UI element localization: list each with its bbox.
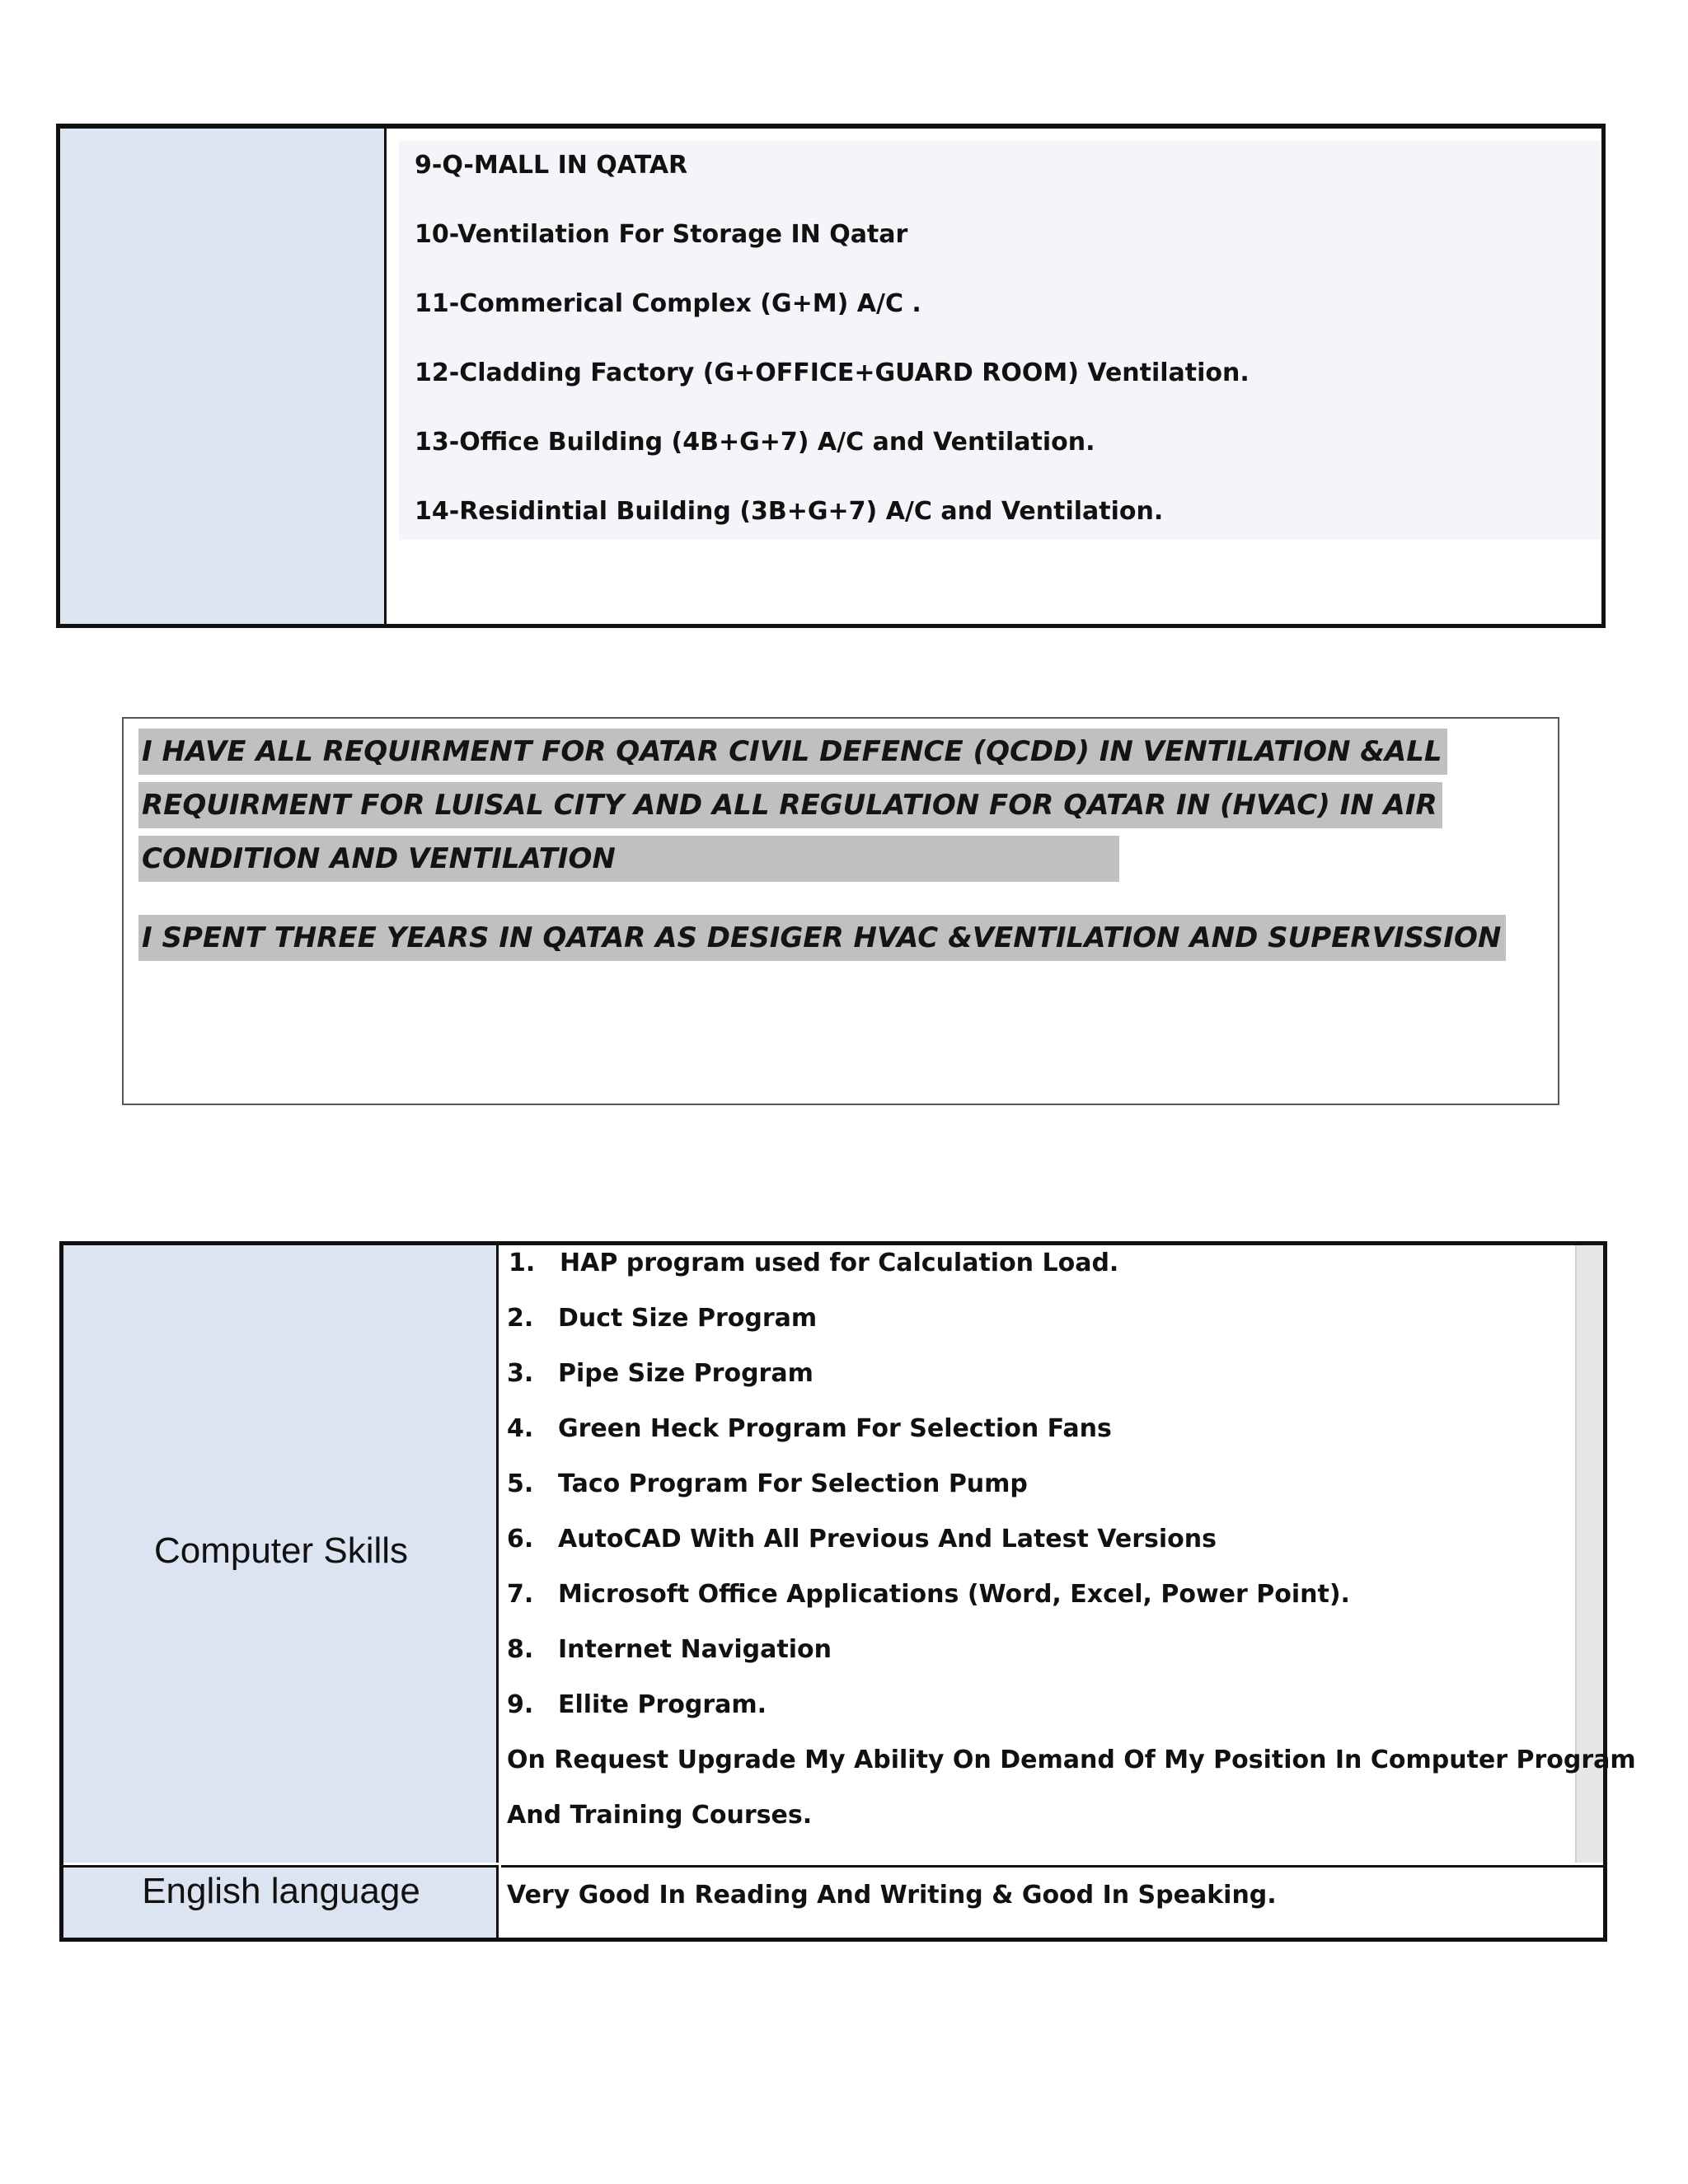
english-language-heading: English language	[142, 1871, 420, 1911]
skill-item	[507, 1633, 832, 1666]
project-item: 9-Q-MALL IN QATAR	[415, 151, 688, 180]
skill-number: 9.	[507, 1690, 534, 1719]
project-item: 11-Commerical Complex (G+M) A/C .	[415, 289, 921, 318]
skill-text: HAP program used for Calculation Load.	[560, 1249, 1119, 1277]
skill-text: Pipe Size Program	[558, 1359, 814, 1388]
computer-skills-heading: Computer Skills	[153, 1530, 409, 1571]
project-item: 12-Cladding Factory (G+OFFICE+GUARD ROOM) Ventilation.	[415, 359, 1250, 387]
skill-text: Microsoft Office Applications (Word, Excel, Power Point).	[558, 1580, 1350, 1609]
skills-note-line: On Request Upgrade My Ability On Demand Of My Position In Computer Program	[507, 1746, 1636, 1774]
skill-text: Ellite Program.	[558, 1690, 767, 1719]
experience-line: I SPENT THREE YEARS IN QATAR AS DESIGER HVAC &VENTILATION AND SUPERVISSION	[138, 915, 1506, 961]
english-language-content-cell	[501, 1865, 1603, 1938]
skill-item	[507, 1302, 817, 1335]
projects-table	[56, 124, 1606, 628]
skills-table	[59, 1241, 1636, 1942]
skill-number: 6.	[507, 1525, 534, 1554]
skill-text: Duct Size Program	[558, 1304, 818, 1333]
skill-text: Green Heck Program For Selection Fans	[558, 1414, 1112, 1443]
projects-label-cell	[60, 129, 387, 624]
projects-highlight	[399, 141, 1601, 540]
skill-item	[507, 1523, 1217, 1556]
skill-number: 5.	[507, 1469, 534, 1498]
skill-item	[507, 1468, 1028, 1501]
statement-line: CONDITION AND VENTILATION	[138, 836, 1119, 882]
skill-text: Taco Program For Selection Pump	[558, 1469, 1028, 1498]
skill-number: 1.	[509, 1249, 536, 1277]
skill-item	[507, 1413, 1112, 1446]
statement-line: I HAVE ALL REQUIRMENT FOR QATAR CIVIL DEFENCE (QCDD) IN VENTILATION &ALL	[138, 729, 1447, 775]
skill-number: 2.	[507, 1304, 534, 1333]
projects-content-cell	[389, 129, 1601, 624]
skill-item	[507, 1578, 1350, 1611]
skill-item	[509, 1247, 1118, 1280]
skill-text: Internet Navigation	[558, 1635, 832, 1664]
skill-item	[507, 1357, 814, 1390]
project-item: 14-Residintial Building (3B+G+7) A/C and Ventilation.	[415, 497, 1164, 526]
project-item: 13-Office Building (4B+G+7) A/C and Ventilation.	[415, 428, 1095, 457]
english-language-label-cell	[63, 1865, 499, 1938]
skill-number: 4.	[507, 1414, 534, 1443]
skill-number: 8.	[507, 1635, 534, 1664]
english-language-text: Very Good In Reading And Writing & Good In Speaking.	[507, 1881, 1277, 1910]
skill-number: 7.	[507, 1580, 534, 1609]
computer-skills-label-cell	[63, 1245, 499, 1863]
skills-note-line: And Training Courses.	[507, 1801, 813, 1830]
qatar-statement-box	[122, 717, 1559, 1105]
skill-item	[507, 1689, 767, 1722]
skill-number: 3.	[507, 1359, 534, 1388]
statement-line: REQUIRMENT FOR LUISAL CITY AND ALL REGULATION FOR QATAR IN (HVAC) IN AIR	[138, 782, 1442, 828]
project-item: 10-Ventilation For Storage IN Qatar	[415, 220, 908, 249]
skill-text: AutoCAD With All Previous And Latest Versions	[558, 1525, 1217, 1554]
